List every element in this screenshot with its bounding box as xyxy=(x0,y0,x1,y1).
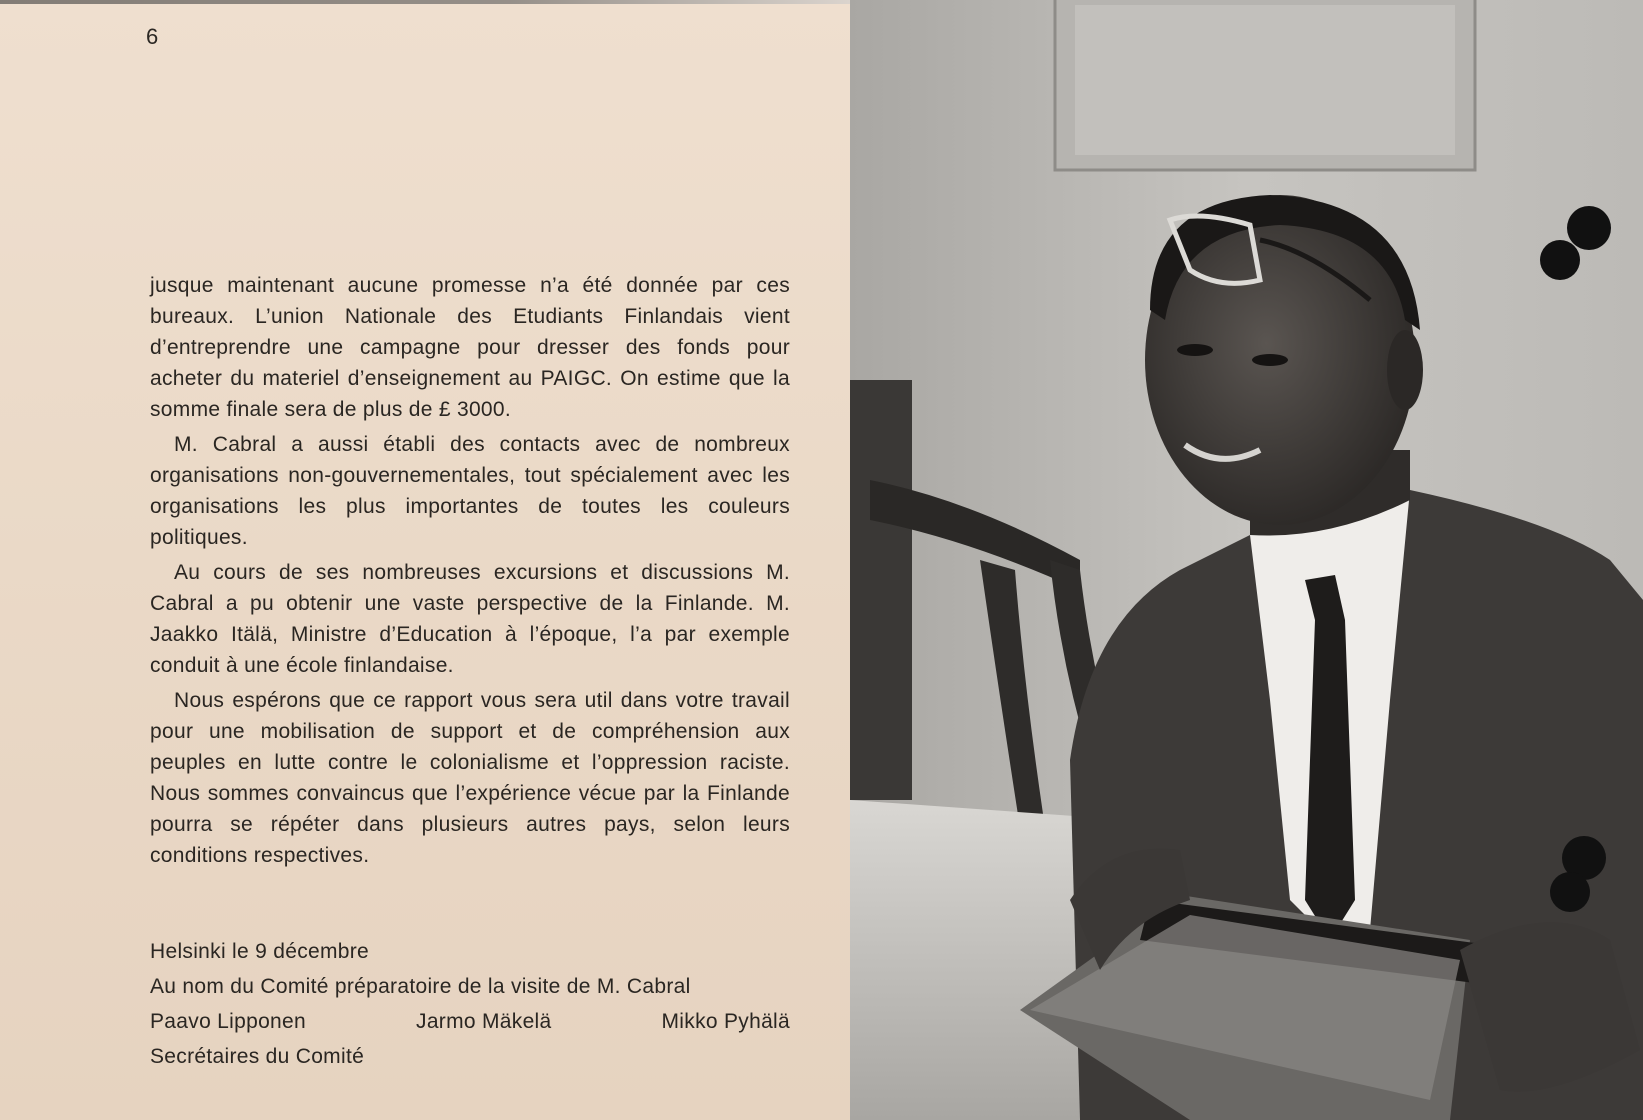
signatory-name: Paavo Lipponen xyxy=(150,1010,306,1033)
paragraph: M. Cabral a aussi établi des contacts avec de nombreux organisations non-gouvernementales, tout spécialement avec les organisations les plus importantes de toutes les couleurs politiques. xyxy=(150,433,790,549)
place-date: Helsinki le 9 décembre xyxy=(150,940,370,963)
on-behalf-line: Au nom du Comité préparatoire de la visite de M. Cabral xyxy=(150,975,691,998)
scan-edge xyxy=(0,0,850,4)
page-number: 6 xyxy=(146,24,159,49)
punch-hole xyxy=(1540,240,1580,280)
punch-hole xyxy=(1567,206,1611,250)
signatory-name: Mikko Pyhälä xyxy=(661,1010,790,1033)
paragraph: jusque maintenant aucune promesse n’a été donnée par ces bureaux. L’union Nationale des Etudiants Finlandais vient d’entreprendre une campagne pour dresser des fonds pour acheter du materiel d’enseignement au PAIGC. On estime que la somme finale sera de plus de £ 3000. xyxy=(150,274,790,421)
signatory-name: Jarmo Mäkelä xyxy=(416,1010,552,1033)
signatories-row xyxy=(150,1004,790,1039)
paragraph: Au cours de ses nombreuses excursions et discussions M. Cabral a pu obtenir une vaste perspective de la Finlande. M. Jaakko Itälä, Ministre d’Education à l’époque, l’a par exemple conduit à une école finlandaise. xyxy=(150,561,790,677)
punch-hole xyxy=(1550,872,1590,912)
signature-block xyxy=(150,934,790,1074)
photograph-man-in-suit-icon xyxy=(850,0,1643,1120)
committee-role: Secrétaires du Comité xyxy=(150,1045,365,1068)
photograph xyxy=(850,0,1643,1120)
paragraph: Nous espérons que ce rapport vous sera util dans votre travail pour une mobilisation de support et de compréhension aux peuples en lutte contre le colonialisme et l’oppression raciste. Nous sommes convaincus que l’expérience vécue par la Finlande pourra se répéter dans plusieurs autres pays, selon leurs conditions respectives. xyxy=(150,689,790,867)
body-text xyxy=(150,270,790,875)
